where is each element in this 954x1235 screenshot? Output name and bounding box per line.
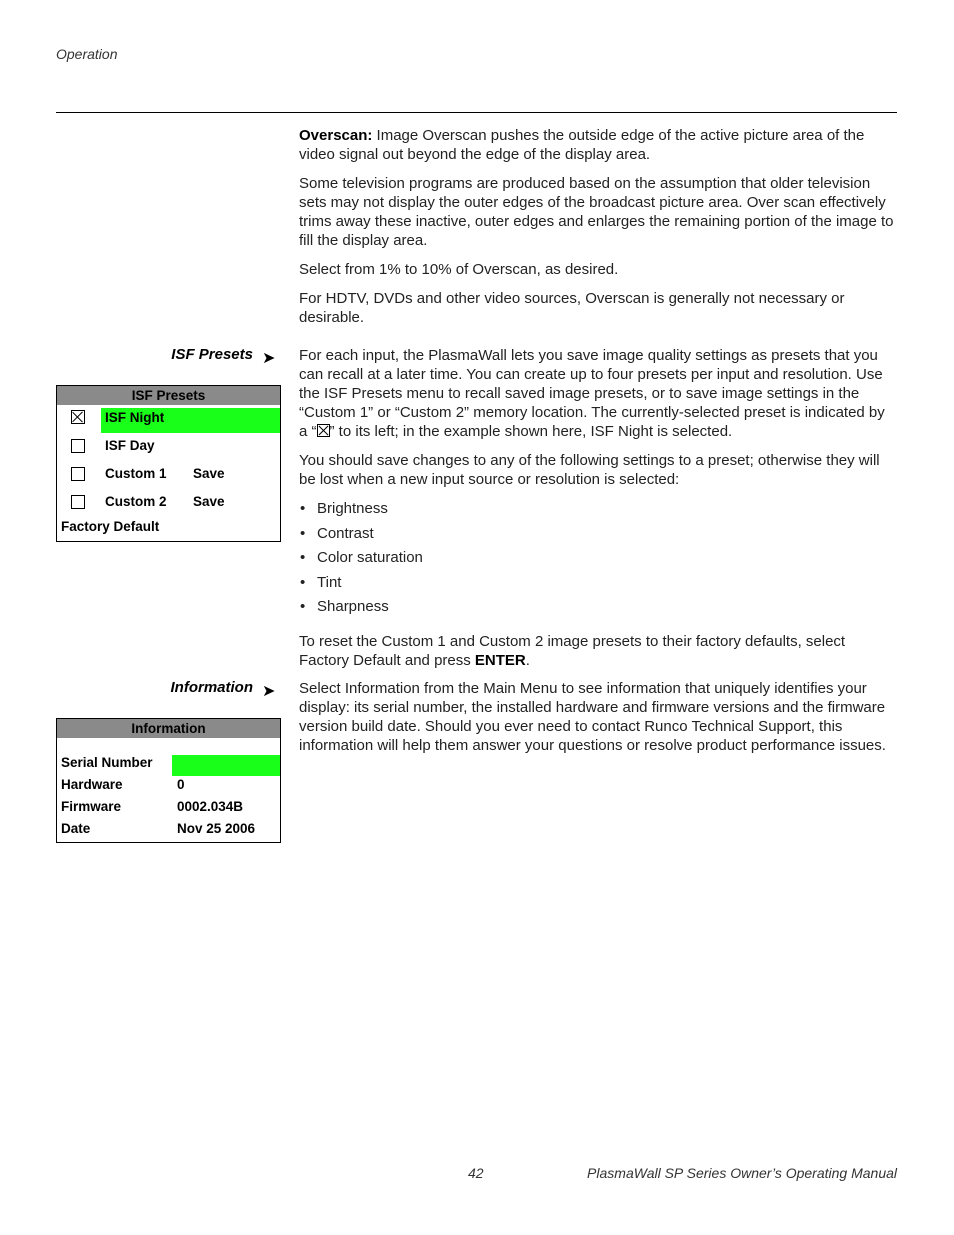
information-heading: Information xyxy=(170,679,253,696)
isf-section xyxy=(299,346,897,680)
custom-1-save-button[interactable]: Save xyxy=(193,466,225,481)
firmware-label: Firmware xyxy=(61,799,122,814)
list-item: • Brightness xyxy=(299,499,897,524)
custom-1-label: Custom 1 xyxy=(105,466,167,481)
isf-presets-menu xyxy=(56,385,281,542)
list-item: • Sharpness xyxy=(299,597,897,622)
hardware-value: 0 xyxy=(177,777,185,792)
checked-box-icon xyxy=(71,410,85,424)
overscan-section xyxy=(299,126,897,337)
settings-list xyxy=(299,499,897,622)
isf-text-3b: . xyxy=(525,651,530,669)
running-header: Operation xyxy=(56,46,118,62)
page-number: 42 xyxy=(468,1165,484,1181)
isf-day-label: ISF Day xyxy=(105,438,155,453)
overscan-paragraph-1 xyxy=(299,126,897,164)
isf-text-1a: For each input, the PlasmaWall lets you save image quality settings as presets that you can recall at a later time. You can create up to four presets per input and resolution. Use the ISF Presets menu to recall saved image presets, or to save image settings in the “Custom 1” or “Custom 2” memory location. The currently-selected preset is indicated by a “ xyxy=(299,347,885,440)
isf-paragraph-3 xyxy=(299,632,897,670)
information-section xyxy=(299,679,897,765)
information-menu-title: Information xyxy=(57,719,280,738)
custom-2-row[interactable] xyxy=(57,489,280,517)
overscan-label: Overscan: xyxy=(299,127,373,144)
isf-night-row[interactable] xyxy=(57,405,280,433)
overscan-paragraph-4: For HDTV, DVDs and other video sources, Overscan is generally not necessary or desirable. xyxy=(299,290,845,326)
information-paragraph-1: Select Information from the Main Menu to see information that uniquely identifies your display: its serial number, the installed hardware and firmware versions and the firmware version build date. Should you ever need to contact Runco Technical Support, this information will help them answer your questions or resolve product performance issues. xyxy=(299,680,886,754)
manual-title: PlasmaWall SP Series Owner’s Operating Manual xyxy=(587,1165,897,1181)
checkbox-icon xyxy=(71,495,85,509)
isf-presets-heading: ISF Presets xyxy=(171,346,253,363)
factory-default-row[interactable] xyxy=(57,517,280,541)
isf-text-3a: To reset the Custom 1 and Custom 2 image presets to their factory defaults, select Factory Default and press xyxy=(299,632,846,669)
isf-paragraph-1 xyxy=(299,346,897,441)
overscan-text: Image Overscan pushes the outside edge of the active picture area of the video signal out beyond the edge of the display area. xyxy=(299,127,865,163)
overscan-paragraph-3: Select from 1% to 10% of Overscan, as desired. xyxy=(299,261,619,278)
checkbox-icon xyxy=(71,467,85,481)
list-item: • Tint xyxy=(299,573,897,598)
serial-number-highlight xyxy=(172,755,280,776)
isf-menu-title: ISF Presets xyxy=(57,386,280,405)
list-item: • Color saturation xyxy=(299,548,897,573)
checkbox-icon xyxy=(71,439,85,453)
information-arrow-icon: ➤ xyxy=(262,683,276,700)
custom-1-row[interactable] xyxy=(57,461,280,489)
header-divider xyxy=(56,112,897,113)
list-item: • Contrast xyxy=(299,524,897,549)
checked-box-icon xyxy=(317,424,330,437)
isf-day-row[interactable] xyxy=(57,433,280,461)
date-label: Date xyxy=(61,821,91,836)
isf-text-1b: ” to its left; in the example shown here, ISF Night is selected. xyxy=(329,423,733,440)
isf-arrow-icon: ➤ xyxy=(262,350,276,367)
overscan-paragraph-2: Some television programs are produced based on the assumption that older television sets may not display the outer edges of the broadcast picture area. Over scan effectively trims away these inactive, outer edges and enlarges the remaining portion of the image to fill the display area. xyxy=(299,175,894,249)
custom-2-label: Custom 2 xyxy=(105,494,167,509)
serial-number-label: Serial Number xyxy=(61,755,153,770)
enter-key-label: ENTER xyxy=(474,651,526,669)
firmware-value: 0002.034B xyxy=(177,799,244,814)
custom-2-save-button[interactable]: Save xyxy=(193,494,225,509)
isf-paragraph-2: You should save changes to any of the following settings to a preset; otherwise they will be lost when a new input source or resolution is selected: xyxy=(299,452,880,488)
isf-night-label: ISF Night xyxy=(105,410,165,425)
factory-default-label: Factory Default xyxy=(61,519,160,534)
date-value: Nov 25 2006 xyxy=(177,821,256,836)
information-menu xyxy=(56,718,281,843)
hardware-label: Hardware xyxy=(61,777,123,792)
